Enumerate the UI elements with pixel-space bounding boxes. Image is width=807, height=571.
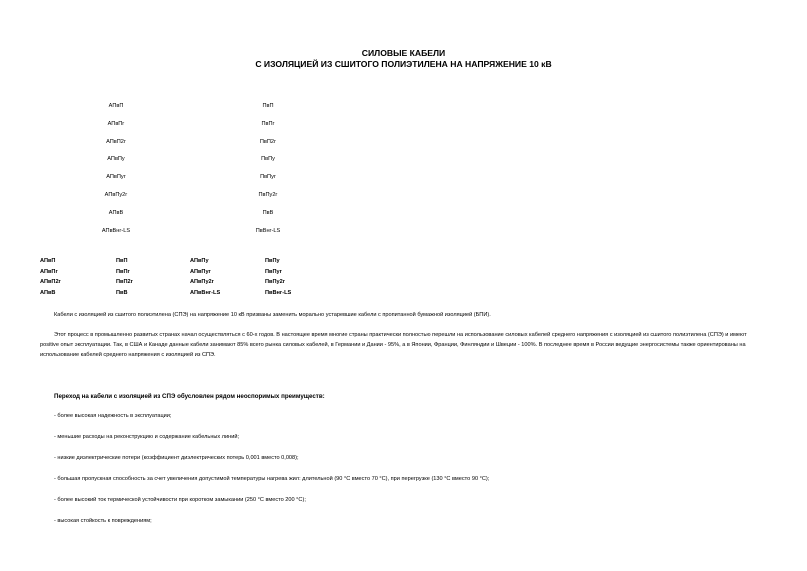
page-title [0,48,807,70]
grid-item: АПвПг [40,268,58,275]
grid-item: ПвПу2г [265,279,286,286]
grid-item: ПвВ [116,289,128,296]
cable-link[interactable]: АПвП2г [106,138,126,145]
cable-link[interactable]: ПвПу [261,156,275,163]
cable-link[interactable]: АПвПу [107,156,125,163]
grid-item: АПвПуг [190,268,211,275]
cable-list-copper [232,101,304,243]
grid-item: ПвП2г [116,279,133,286]
cable-link[interactable]: ПвВнг-LS [255,227,281,234]
cable-link[interactable]: АПвВ [108,209,124,216]
cable-link[interactable]: АПвПуг [106,174,126,181]
grid-item: АПвП2г [40,279,61,286]
advantage-item: - меньшие расходы на реконструкцию и содержание кабельных линий; [54,434,240,440]
grid-item: ПвВнг-LS [265,289,292,296]
cable-link[interactable]: ПвПг [261,120,275,127]
grid-column-2 [116,256,196,298]
grid-item: АПвП [40,258,56,264]
grid-item: АПвПу [190,258,209,264]
grid-item: ПвП [116,258,128,264]
grid-item: ПвПу [265,258,280,264]
title-line-2: С ИЗОЛЯЦИЕЙ ИЗ СШИТОГО ПОЛИЭТИЛЕНА НА НАПРЯЖЕНИЕ 10 кВ [255,59,552,69]
cable-list-aluminium [80,101,152,243]
cable-link[interactable]: ПвПу2г [258,191,278,198]
advantage-item: - высокая стойкость к повреждениям; [54,518,152,524]
advantages-heading: Переход на кабели с изоляцией из СПЭ обусловлен рядом неоспоримых преимуществ: [54,393,325,400]
grid-item: АПвВнг-LS [190,289,221,296]
advantage-item: - низкие диэлектрические потери (коэффициент диэлектрических потерь 0,001 вместо 0,008); [54,455,299,461]
advantage-item: - более высокий ток термической устойчивости при коротком замыкании (250 °С вместо 200 °С); [54,497,306,503]
grid-column-3 [190,256,270,298]
history-paragraph: Этот процесс в промышленно развитых странах начал осуществляться с 60-х годов. В настоящее время многие страны практически полностью перешли на использование силовых кабелей среднего напряжения с изоляцией из сшитого полиэтилена (СПЭ) и имеют positive опыт эксплуатации. Так, в США и Канаде данные кабели занимают 85% всего рынка силовых кабелей, в Германии и Дании - 95%, а в Японии, Франции, Финляндии и Швеции - 100%. В последнее время в России ведущие энергосистемы также ориентированы на использование кабелей среднего напряжения с изоляцией из СПЭ. [40,332,747,358]
cable-link[interactable]: ПвП2г [259,138,277,145]
title-line-1: СИЛОВЫЕ КАБЕЛИ [361,48,446,58]
advantage-item: - более высокая надежность в эксплуатации; [54,413,172,419]
cable-link[interactable]: АПвПу2г [104,191,128,198]
grid-column-1 [40,256,120,298]
advantage-item: - большая пропускная способность за счет увеличения допустимой температуры нагрева жил: длительной (90 °С вместо 70 °С), при перегрузке (130 °С вместо 90 °С); [54,476,490,482]
cable-link[interactable]: АПвПг [107,120,125,127]
cable-link[interactable]: ПвПуг [260,174,276,181]
cable-link[interactable]: АПвВнг-LS [101,227,131,234]
intro-paragraph: Кабели с изоляцией из сшитого полиэтилена (СПЭ) на напряжение 10 кВ призваны заменить морально устаревшие кабели с пропитанной бумажной изоляцией (БПИ). [54,312,491,318]
cable-link[interactable]: ПвВ [262,209,274,216]
cable-link[interactable]: ПвП [262,103,274,109]
grid-item: ПвПуг [265,268,282,275]
grid-item: АПвВ [40,289,56,296]
grid-item: ПвПг [116,268,130,275]
grid-column-4 [265,256,345,298]
cable-link[interactable]: АПвП [108,103,124,109]
grid-item: АПвПу2г [190,279,214,286]
